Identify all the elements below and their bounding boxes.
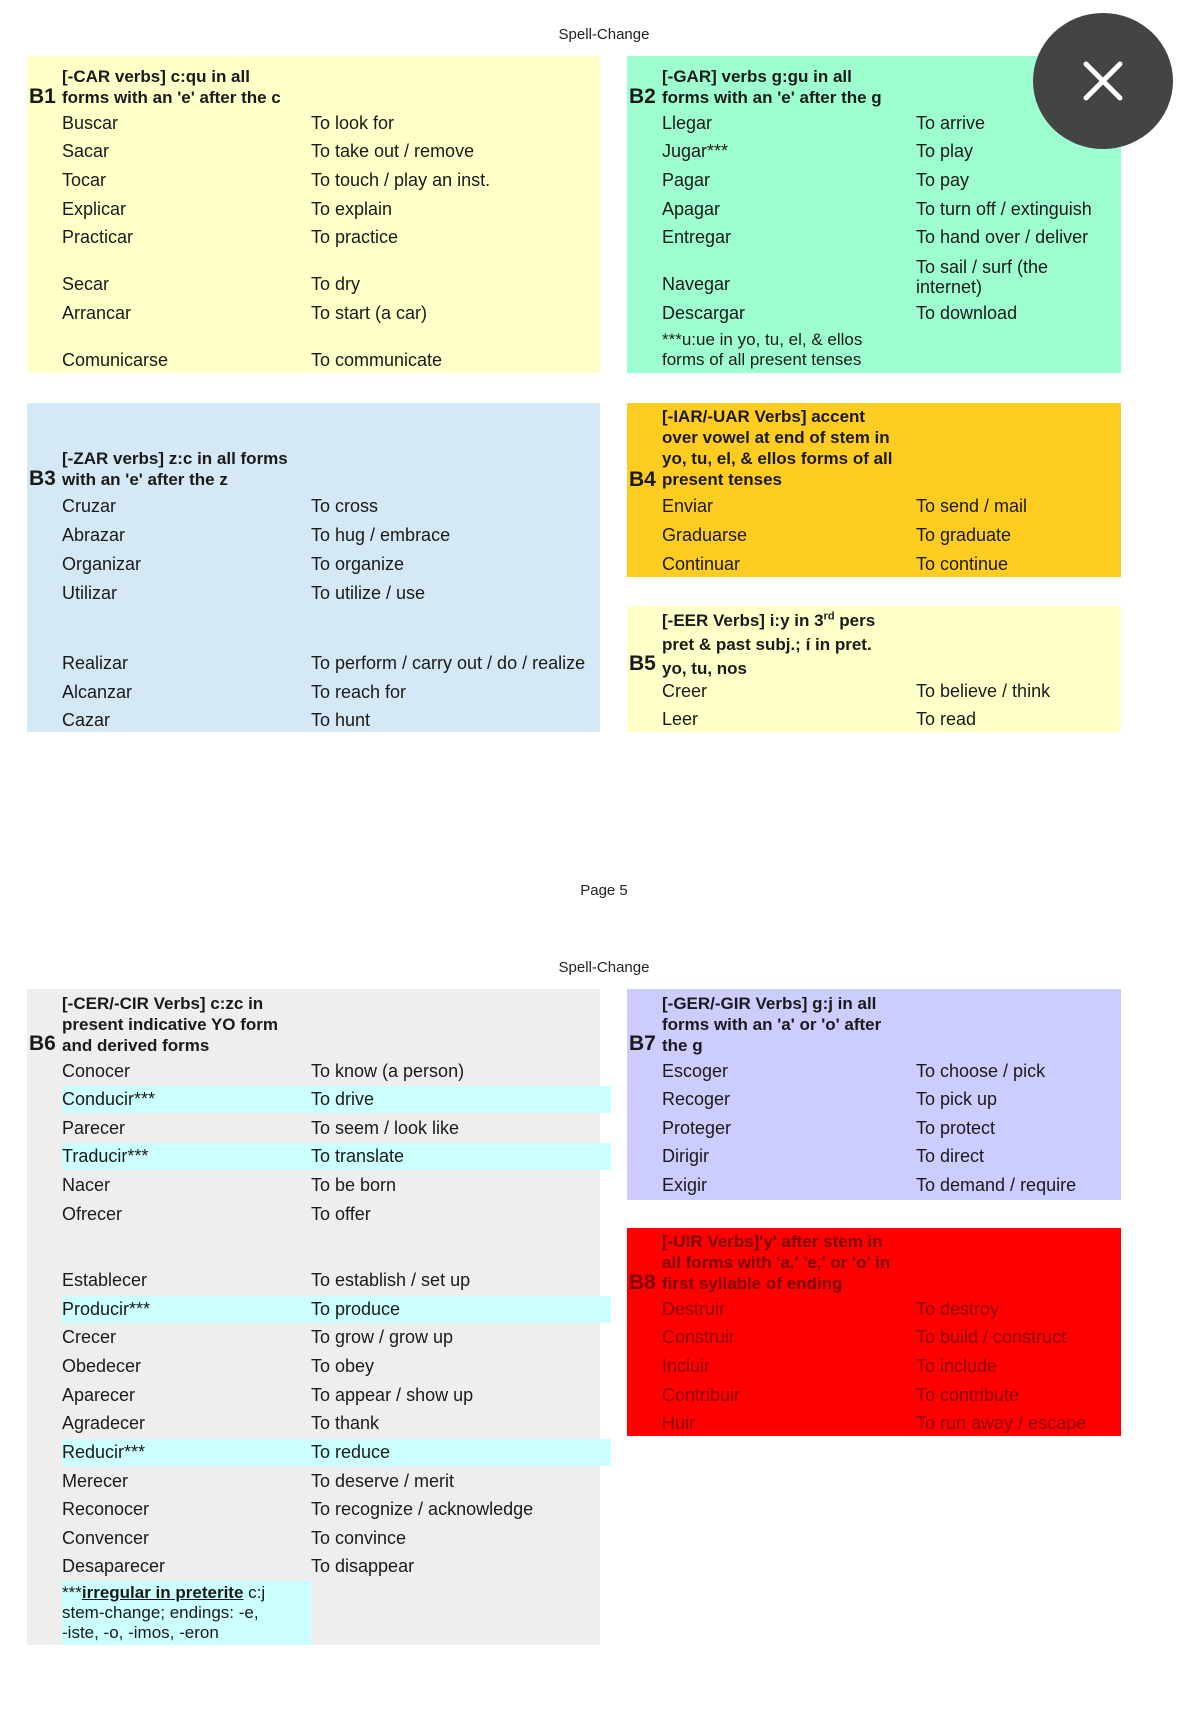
footnote: ***u:ue in yo, tu, el, & ellos forms of all present tenses — [662, 330, 863, 369]
verb: Contribuir — [662, 1385, 741, 1405]
block-code: B7 — [629, 1032, 656, 1055]
verb: Huir — [662, 1413, 696, 1433]
meaning: To continue — [916, 554, 1009, 574]
block-title: [-GER/-GIR Verbs] g:j in all forms with an 'a' or 'o' after the g — [662, 994, 882, 1055]
verb: Exigir — [662, 1175, 708, 1195]
table-row — [627, 493, 1121, 520]
verb: Continuar — [662, 554, 741, 574]
table-row — [27, 679, 600, 706]
verb: Reducir*** — [62, 1439, 311, 1466]
table-row — [27, 1468, 600, 1495]
table-row — [27, 1496, 600, 1523]
meaning: To know (a person) — [311, 1061, 465, 1081]
meaning: To sail / surf (the internet) — [916, 257, 1049, 297]
verb: Buscar — [62, 113, 119, 133]
verb: Escoger — [662, 1061, 729, 1081]
table-row — [627, 224, 1121, 251]
table-row — [27, 1353, 600, 1380]
meaning: To demand / require — [916, 1175, 1077, 1195]
meaning: To reduce — [311, 1439, 611, 1466]
meaning: To take out / remove — [311, 141, 475, 161]
table-row — [627, 1172, 1121, 1199]
table-row — [627, 1382, 1121, 1409]
table-row — [27, 138, 600, 165]
meaning: To read — [916, 709, 977, 729]
verb: Ofrecer — [62, 1204, 123, 1224]
verb: Proteger — [662, 1118, 732, 1138]
table-row — [27, 347, 600, 374]
verb: Descargar — [662, 303, 746, 323]
verb: Cazar — [62, 710, 111, 730]
meaning: To thank — [311, 1413, 380, 1433]
table-row — [27, 650, 600, 677]
block-code: B3 — [29, 467, 56, 490]
block-code: B6 — [29, 1032, 56, 1055]
table-row — [627, 1296, 1121, 1323]
meaning: To hand over / deliver — [916, 227, 1089, 247]
verb: Enviar — [662, 496, 714, 516]
verb: Establecer — [62, 1270, 148, 1290]
table-row — [27, 224, 600, 251]
table-row — [627, 1143, 1121, 1170]
meaning: To destroy — [916, 1299, 1000, 1319]
page-header: Spell-Change — [558, 26, 650, 43]
block-code: B2 — [629, 85, 656, 108]
block-code: B1 — [29, 85, 56, 108]
block-b8-uir-verbs — [627, 1228, 1121, 1436]
verb: Abrazar — [62, 525, 126, 545]
verb: Agradecer — [62, 1413, 146, 1433]
block-title: [-ZAR verbs] z:c in all forms with an 'e' after the z — [62, 449, 288, 489]
table-row — [27, 522, 600, 549]
meaning: To produce — [311, 1296, 611, 1323]
block-b7-ger-gir-verbs — [627, 989, 1121, 1200]
verb: Producir*** — [62, 1296, 311, 1323]
block-code: B5 — [629, 652, 656, 675]
meaning: To look for — [311, 113, 395, 133]
meaning: To convince — [311, 1528, 407, 1548]
meaning: To establish / set up — [311, 1270, 471, 1290]
verb: Jugar*** — [662, 141, 729, 161]
meaning: To seem / look like — [311, 1118, 460, 1138]
meaning: To download — [916, 303, 1018, 323]
block-b6-cer-cir-verbs — [27, 989, 600, 1645]
meaning: To pay — [916, 170, 970, 190]
meaning: To recognize / acknowledge — [311, 1499, 534, 1519]
verb: Organizar — [62, 554, 142, 574]
verb: Desaparecer — [62, 1556, 166, 1576]
table-row — [27, 167, 600, 194]
table-row — [627, 167, 1121, 194]
verb: Merecer — [62, 1471, 129, 1491]
block-code: B4 — [629, 468, 656, 491]
table-row — [27, 1439, 600, 1466]
meaning: To build / construct — [916, 1327, 1067, 1347]
block-title: [-CER/-CIR Verbs] c:zc in present indicative YO form and derived forms — [62, 994, 279, 1055]
table-row — [627, 678, 1121, 705]
meaning: To choose / pick — [916, 1061, 1046, 1081]
verb: Tocar — [62, 170, 107, 190]
table-row — [27, 1553, 600, 1580]
footnote-irregular-preterite: ***irregular in preterite c:j stem-change; endings: -e, -iste, -o, -imos, -eron — [62, 1581, 311, 1645]
meaning: To include — [916, 1356, 998, 1376]
table-row — [27, 271, 600, 298]
table-row — [27, 1296, 600, 1323]
verb: Crecer — [62, 1327, 117, 1347]
table-row — [27, 1143, 600, 1170]
verb: Parecer — [62, 1118, 126, 1138]
verb: Convencer — [62, 1528, 150, 1548]
page-number: Page 5 — [580, 882, 628, 899]
meaning: To appear / show up — [311, 1385, 474, 1405]
verb: Dirigir — [662, 1146, 709, 1166]
meaning: To drive — [311, 1086, 611, 1113]
meaning: To translate — [311, 1143, 611, 1170]
table-row — [27, 1267, 600, 1294]
meaning: To arrive — [916, 113, 986, 133]
meaning: To practice — [311, 227, 399, 247]
table-row — [627, 257, 1121, 298]
page-header: Spell-Change — [558, 959, 650, 976]
verb: Aparecer — [62, 1385, 136, 1405]
meaning: To contribute — [916, 1385, 1020, 1405]
meaning: To run away / escape — [916, 1413, 1087, 1433]
block-title: [-UIR Verbs]'y' after stem in all forms with 'a,' 'e,' or 'o' in first syllable of ending — [662, 1232, 891, 1293]
meaning: To offer — [311, 1204, 371, 1224]
table-row — [27, 300, 600, 327]
meaning: To play — [916, 141, 974, 161]
table-row — [627, 1086, 1121, 1113]
verb: Practicar — [62, 227, 134, 247]
meaning: To start (a car) — [311, 303, 428, 323]
table-row — [27, 196, 600, 223]
table-row — [627, 300, 1121, 327]
block-b3-zar-verbs — [27, 403, 600, 732]
verb: Sacar — [62, 141, 110, 161]
table-row — [627, 522, 1121, 549]
verb: Obedecer — [62, 1356, 142, 1376]
table-row — [27, 110, 600, 137]
verb: Utilizar — [62, 583, 118, 603]
meaning: To pick up — [916, 1089, 998, 1109]
verb: Entregar — [662, 227, 732, 247]
block-title: [-GAR] verbs g:gu in all forms with an 'e' after the g — [662, 67, 882, 107]
close-button[interactable] — [1033, 13, 1173, 149]
table-row — [27, 1525, 600, 1552]
meaning: To perform / carry out / do / realize — [311, 653, 586, 673]
verb: Leer — [662, 709, 699, 729]
block-code: B8 — [629, 1271, 656, 1294]
verb: Explicar — [62, 199, 127, 219]
table-row — [27, 1058, 600, 1085]
table-row — [27, 1086, 600, 1113]
table-row — [27, 1324, 600, 1351]
meaning: To deserve / merit — [311, 1471, 455, 1491]
meaning: To hug / embrace — [311, 525, 451, 545]
meaning: To graduate — [916, 525, 1012, 545]
meaning: To cross — [311, 496, 379, 516]
table-row — [27, 1410, 600, 1437]
block-title: [-EER Verbs] i:y in 3rd pers pret & past subj.; í in pret. yo, tu, nos — [662, 610, 876, 678]
table-row — [27, 1382, 600, 1409]
table-row — [27, 493, 600, 520]
verb: Pagar — [662, 170, 711, 190]
meaning: To utilize / use — [311, 583, 426, 603]
verb: Creer — [662, 681, 708, 701]
table-row — [27, 1201, 600, 1228]
block-b4-iar-uar-verbs — [627, 403, 1121, 577]
close-x-icon — [1083, 61, 1123, 101]
verb: Conocer — [62, 1061, 131, 1081]
verb: Alcanzar — [62, 682, 133, 702]
verb: Recoger — [662, 1089, 731, 1109]
verb: Apagar — [662, 199, 721, 219]
meaning: To explain — [311, 199, 393, 219]
verb: Arrancar — [62, 303, 132, 323]
verb: Construir — [662, 1327, 736, 1347]
meaning: To be born — [311, 1175, 397, 1195]
meaning: To direct — [916, 1146, 985, 1166]
verb: Comunicarse — [62, 350, 169, 370]
table-row — [627, 1410, 1121, 1437]
verb: Traducir*** — [62, 1143, 311, 1170]
meaning: To obey — [311, 1356, 375, 1376]
table-row — [627, 706, 1121, 733]
block-title: [-CAR verbs] c:qu in all forms with an 'e' after the c — [62, 67, 281, 107]
meaning: To send / mail — [916, 496, 1028, 516]
meaning: To believe / think — [916, 681, 1051, 701]
meaning: To reach for — [311, 682, 407, 702]
meaning: To grow / grow up — [311, 1327, 454, 1347]
meaning: To dry — [311, 274, 361, 294]
table-row — [627, 1353, 1121, 1380]
table-row — [27, 1172, 600, 1199]
meaning: To turn off / extinguish — [916, 199, 1092, 219]
table-row — [27, 580, 600, 607]
table-row — [627, 551, 1121, 578]
table-row — [627, 1115, 1121, 1142]
meaning: To communicate — [311, 350, 443, 370]
table-row — [627, 1058, 1121, 1085]
verb: Secar — [62, 274, 110, 294]
block-title: [-IAR/-UAR Verbs] accent over vowel at end of stem in yo, tu, el, & ellos forms of all present tenses — [662, 407, 893, 489]
verb: Reconocer — [62, 1499, 150, 1519]
verb: Incluir — [662, 1356, 711, 1376]
meaning: To protect — [916, 1118, 996, 1138]
table-row — [627, 138, 1121, 165]
table-row — [27, 707, 600, 734]
verb: Conducir*** — [62, 1086, 311, 1113]
verb: Cruzar — [62, 496, 117, 516]
table-row — [627, 1324, 1121, 1351]
block-b5-eer-verbs — [627, 606, 1121, 732]
table-row — [27, 551, 600, 578]
table-row — [27, 1115, 600, 1142]
meaning: To touch / play an inst. — [311, 170, 491, 190]
verb: Nacer — [62, 1175, 111, 1195]
verb: Graduarse — [662, 525, 748, 545]
meaning: To disappear — [311, 1556, 415, 1576]
block-b1-car-verbs — [27, 56, 600, 373]
meaning: To hunt — [311, 710, 371, 730]
meaning: To organize — [311, 554, 405, 574]
verb: Navegar — [662, 274, 731, 294]
verb: Realizar — [62, 653, 129, 673]
verb: Llegar — [662, 113, 713, 133]
verb: Destruir — [662, 1299, 726, 1319]
table-row — [627, 196, 1121, 223]
